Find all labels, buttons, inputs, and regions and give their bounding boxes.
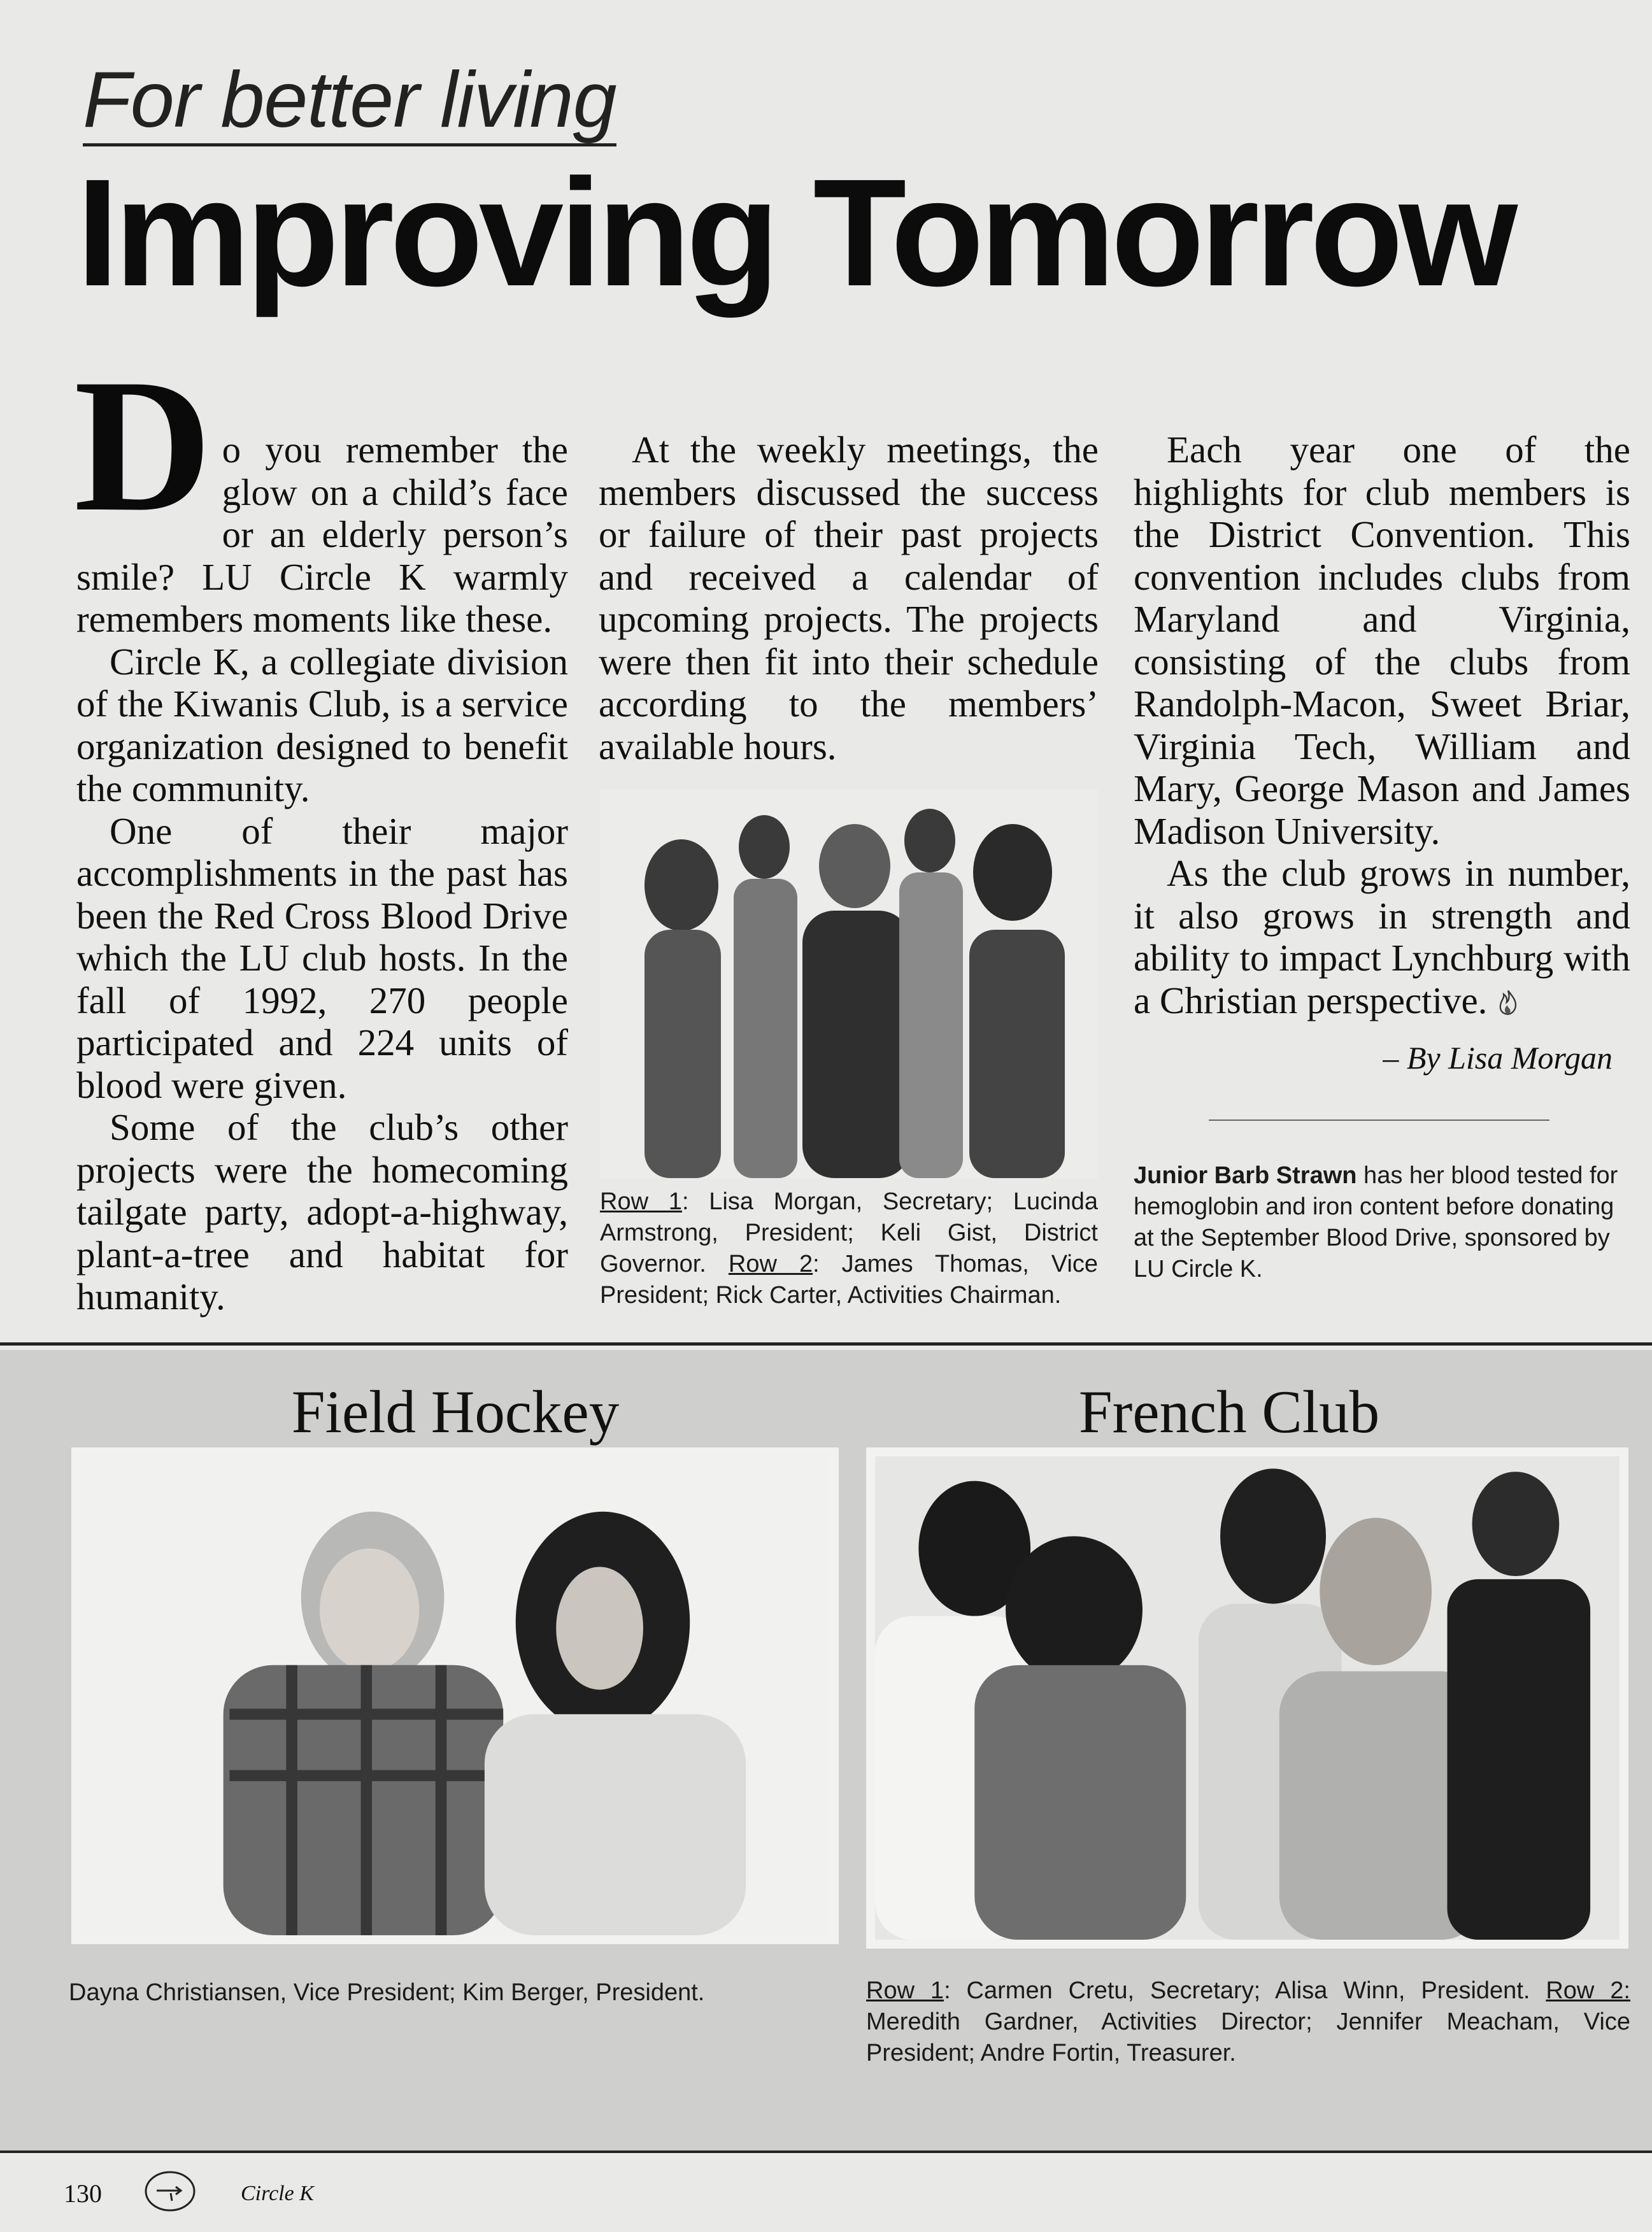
article-paragraph: At the weekly meetings, the members discussed the success or failure of their past projects and received a calendar of upcoming projects. The projects were then fit into their schedule according to the members’ available hours. bbox=[599, 429, 1099, 767]
french-club-title: French Club bbox=[1078, 1378, 1380, 1446]
section-kicker: For better living bbox=[83, 60, 616, 146]
caption-name: Junior Barb Strawn bbox=[1134, 1162, 1357, 1189]
article-paragraph: Circle K, a collegiate division of the Kiwanis Club, is a service organization designed to benefit the community. bbox=[76, 640, 568, 809]
row-2-label: Row 2: bbox=[1546, 1977, 1630, 2004]
field-hockey-photo bbox=[71, 1447, 839, 1944]
article-paragraph: As the club grows in number, it also grows in strength and ability to impact Lynchburg with a Christian perspective. bbox=[1134, 852, 1630, 1021]
page-headline: Improving Tomorrow bbox=[76, 147, 1514, 318]
flame-icon bbox=[1493, 988, 1523, 1017]
article-column-3 bbox=[1134, 429, 1630, 1021]
circle-k-logo-icon bbox=[143, 2169, 197, 2214]
french-club-caption: Row 1: Carmen Cretu, Secretary; Alisa Winn, President. Row 2: Meredith Gardner, Activities Director; Jennifer Meacham, Vice President; Andre Fortin, Treasurer. bbox=[866, 1977, 1630, 2066]
article-paragraph: Each year one of the highlights for club members is the District Convention. This convention includes clubs from Maryland and Virginia, consisting of the clubs from Randolph-Macon, Sweet Briar, Virginia Tech, William and Mary, George Mason and James Madison University. bbox=[1134, 429, 1630, 852]
field-hockey-title: Field Hockey bbox=[291, 1378, 620, 1446]
article-column-1 bbox=[74, 339, 568, 1318]
field-hockey-caption: Dayna Christiansen, Vice President; Kim Berger, President. bbox=[69, 1979, 705, 2006]
french-club-photo bbox=[866, 1447, 1628, 1949]
article-paragraph: One of their major accomplishments in the past has been the Red Cross Blood Drive which the LU club hosts. In the fall of 1992, 270 people participated and 224 units of blood were given. bbox=[76, 809, 568, 1106]
row-2-label: Row 2 bbox=[728, 1251, 813, 1277]
page-number: 130 bbox=[64, 2179, 102, 2208]
blood-drive-caption: Junior Barb Strawn has her blood tested for hemoglobin and iron content before donating at the September Blood Drive, sponsored by LU Circle K. bbox=[1134, 1162, 1618, 1283]
article-column-2 bbox=[599, 429, 1099, 767]
circle-k-photo-caption: Row 1: Lisa Morgan, Secretary; Lucinda Armstrong, President; Keli Gist, District Governor. Row 2: James Thomas, Vice President; Rick Carter, Activities Chairman. bbox=[600, 1188, 1099, 1309]
section-divider bbox=[0, 1342, 1652, 1346]
row-1-label: Row 1 bbox=[866, 1977, 944, 2004]
footer-rule bbox=[0, 2150, 1652, 2153]
running-section-name: Circle K bbox=[241, 2182, 314, 2205]
byline: – By Lisa Morgan bbox=[1383, 1040, 1613, 1076]
circle-k-officers-photo bbox=[600, 790, 1098, 1178]
drop-cap: D bbox=[74, 339, 212, 551]
caption-rule bbox=[1209, 1120, 1549, 1121]
article-paragraph: Do you remember the glow on a child’s face or an elderly person’s smile? LU Circle K warmly remembers moments like these. bbox=[74, 339, 568, 640]
article-paragraph: Some of the club’s other projects were the homecoming tailgate party, adopt-a-highway, plant-a-tree and habitat for humanity. bbox=[76, 1106, 568, 1318]
row-1-label: Row 1 bbox=[600, 1188, 682, 1215]
